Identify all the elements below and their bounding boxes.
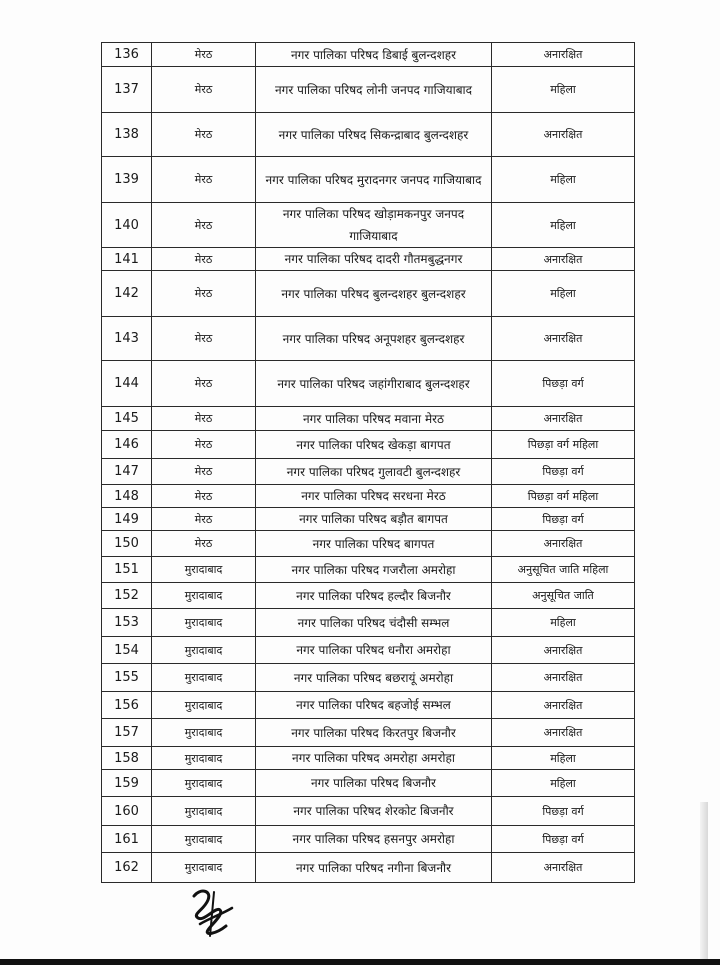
table-row: [102, 67, 635, 113]
reservation-category-cell: अनारक्षित: [492, 692, 635, 719]
body-name-cell: नगर पालिका परिषद हल्दौर बिजनौर: [256, 583, 492, 609]
serial-number-cell: 151: [102, 557, 152, 583]
reservation-category-cell: महिला: [492, 609, 635, 637]
reservation-category-cell: अनुसूचित जाति महिला: [492, 557, 635, 583]
table-row: [102, 459, 635, 485]
body-name-cell: नगर पालिका परिषद गजरौला अमरोहा: [256, 557, 492, 583]
body-name-cell: नगर पालिका परिषद गुलावटी बुलन्दशहर: [256, 459, 492, 485]
table-row: [102, 248, 635, 271]
reservation-category-cell: पिछड़ा वर्ग महिला: [492, 431, 635, 459]
division-cell: मेरठ: [152, 43, 256, 67]
reservation-category-cell: अनुसूचित जाति: [492, 583, 635, 609]
division-cell: मेरठ: [152, 157, 256, 203]
table-row: [102, 271, 635, 317]
reservation-category-cell: महिला: [492, 747, 635, 770]
body-name-cell: नगर पालिका परिषद चंदौसी सम्भल: [256, 609, 492, 637]
table-row: [102, 664, 635, 692]
body-name-cell: नगर पालिका परिषद बागपत: [256, 531, 492, 557]
body-name-cell: नगर पालिका परिषद खेकड़ा बागपत: [256, 431, 492, 459]
serial-number-cell: 146: [102, 431, 152, 459]
body-name-cell: नगर पालिका परिषद नगीना बिजनौर: [256, 853, 492, 883]
body-name-cell: नगर पालिका परिषद शेरकोट बिजनौर: [256, 797, 492, 826]
table-row: [102, 531, 635, 557]
division-cell: मुरादाबाद: [152, 637, 256, 664]
division-cell: मेरठ: [152, 407, 256, 431]
body-name-cell: नगर पालिका परिषद बहजोई सम्भल: [256, 692, 492, 719]
table-row: [102, 431, 635, 459]
reservation-category-cell: अनारक्षित: [492, 719, 635, 747]
division-cell: मेरठ: [152, 485, 256, 508]
serial-number-cell: 138: [102, 113, 152, 157]
scan-border: [0, 959, 720, 965]
table-row: [102, 583, 635, 609]
reservation-category-cell: पिछड़ा वर्ग: [492, 459, 635, 485]
table-row: [102, 797, 635, 826]
body-name-cell: नगर पालिका परिषद हसनपुर अमरोहा: [256, 826, 492, 853]
division-cell: मेरठ: [152, 317, 256, 361]
reservation-category-cell: महिला: [492, 271, 635, 317]
serial-number-cell: 152: [102, 583, 152, 609]
table-row: [102, 485, 635, 508]
serial-number-cell: 136: [102, 43, 152, 67]
division-cell: मुरादाबाद: [152, 583, 256, 609]
serial-number-cell: 143: [102, 317, 152, 361]
division-cell: मुरादाबाद: [152, 797, 256, 826]
reservation-category-cell: महिला: [492, 770, 635, 797]
body-name-cell: नगर पालिका परिषद मुरादनगर जनपद गाजियाबाद: [256, 157, 492, 203]
table-row: [102, 719, 635, 747]
reservation-category-cell: अनारक्षित: [492, 407, 635, 431]
serial-number-cell: 139: [102, 157, 152, 203]
reservation-category-cell: अनारक्षित: [492, 113, 635, 157]
table-row: [102, 747, 635, 770]
body-name-cell: नगर पालिका परिषद बड़ौत बागपत: [256, 508, 492, 531]
body-name-cell: नगर पालिका परिषद मवाना मेरठ: [256, 407, 492, 431]
reservation-category-cell: पिछड़ा वर्ग: [492, 508, 635, 531]
body-name-cell: नगर पालिका परिषद बुलन्दशहर बुलन्दशहर: [256, 271, 492, 317]
serial-number-cell: 142: [102, 271, 152, 317]
serial-number-cell: 157: [102, 719, 152, 747]
reservation-category-cell: अनारक्षित: [492, 531, 635, 557]
serial-number-cell: 162: [102, 853, 152, 883]
table-body: [102, 43, 635, 883]
table-row: [102, 361, 635, 407]
table-row: [102, 203, 635, 248]
table-row: [102, 826, 635, 853]
table-row: [102, 157, 635, 203]
serial-number-cell: 148: [102, 485, 152, 508]
table-row: [102, 637, 635, 664]
division-cell: मेरठ: [152, 361, 256, 407]
reservation-category-cell: अनारक्षित: [492, 637, 635, 664]
serial-number-cell: 154: [102, 637, 152, 664]
reservation-category-cell: अनारक्षित: [492, 853, 635, 883]
division-cell: मेरठ: [152, 67, 256, 113]
body-name-cell: नगर पालिका परिषद खोड़ामकनपुर जनपद गाजियाबाद: [256, 203, 492, 248]
reservation-category-cell: अनारक्षित: [492, 43, 635, 67]
serial-number-cell: 155: [102, 664, 152, 692]
body-name-cell: नगर पालिका परिषद अमरोहा अमरोहा: [256, 747, 492, 770]
serial-number-cell: 141: [102, 248, 152, 271]
division-cell: मुरादाबाद: [152, 664, 256, 692]
serial-number-cell: 140: [102, 203, 152, 248]
body-name-cell: नगर पालिका परिषद धनौरा अमरोहा: [256, 637, 492, 664]
body-name-cell: नगर पालिका परिषद जहांगीराबाद बुलन्दशहर: [256, 361, 492, 407]
division-cell: मुरादाबाद: [152, 609, 256, 637]
serial-number-cell: 137: [102, 67, 152, 113]
division-cell: मुरादाबाद: [152, 770, 256, 797]
serial-number-cell: 144: [102, 361, 152, 407]
reservation-category-cell: महिला: [492, 67, 635, 113]
reservation-category-cell: पिछड़ा वर्ग: [492, 826, 635, 853]
reservation-table: [101, 42, 635, 883]
signature: [186, 884, 238, 944]
body-name-cell: नगर पालिका परिषद बछरायूं अमरोहा: [256, 664, 492, 692]
table-row: [102, 770, 635, 797]
division-cell: मेरठ: [152, 459, 256, 485]
body-name-cell: नगर पालिका परिषद सिकन्द्राबाद बुलन्दशहर: [256, 113, 492, 157]
division-cell: मेरठ: [152, 203, 256, 248]
reservation-category-cell: अनारक्षित: [492, 664, 635, 692]
body-name-cell: नगर पालिका परिषद लोनी जनपद गाजियाबाद: [256, 67, 492, 113]
body-name-cell: नगर पालिका परिषद अनूपशहर बुलन्दशहर: [256, 317, 492, 361]
division-cell: मेरठ: [152, 431, 256, 459]
division-cell: मेरठ: [152, 113, 256, 157]
table-row: [102, 508, 635, 531]
division-cell: मुरादाबाद: [152, 692, 256, 719]
table-row: [102, 407, 635, 431]
division-cell: मुरादाबाद: [152, 747, 256, 770]
reservation-category-cell: महिला: [492, 157, 635, 203]
body-name-cell: नगर पालिका परिषद किरतपुर बिजनौर: [256, 719, 492, 747]
division-cell: मेरठ: [152, 271, 256, 317]
division-cell: मुरादाबाद: [152, 826, 256, 853]
table-row: [102, 113, 635, 157]
table-row: [102, 317, 635, 361]
body-name-cell: नगर पालिका परिषद दादरी गौतमबुद्धनगर: [256, 248, 492, 271]
table-row: [102, 853, 635, 883]
division-cell: मुरादाबाद: [152, 853, 256, 883]
body-name-cell: नगर पालिका परिषद सरधना मेरठ: [256, 485, 492, 508]
table-row: [102, 692, 635, 719]
division-cell: मुरादाबाद: [152, 557, 256, 583]
table-row: [102, 609, 635, 637]
reservation-category-cell: पिछड़ा वर्ग: [492, 797, 635, 826]
body-name-cell: नगर पालिका परिषद बिजनौर: [256, 770, 492, 797]
body-name-cell: नगर पालिका परिषद डिबाई बुलन्दशहर: [256, 43, 492, 67]
reservation-category-cell: पिछड़ा वर्ग महिला: [492, 485, 635, 508]
serial-number-cell: 149: [102, 508, 152, 531]
reservation-category-cell: पिछड़ा वर्ग: [492, 361, 635, 407]
serial-number-cell: 145: [102, 407, 152, 431]
reservation-category-cell: अनारक्षित: [492, 317, 635, 361]
serial-number-cell: 159: [102, 770, 152, 797]
serial-number-cell: 150: [102, 531, 152, 557]
serial-number-cell: 161: [102, 826, 152, 853]
reservation-category-cell: महिला: [492, 203, 635, 248]
serial-number-cell: 160: [102, 797, 152, 826]
reservation-category-cell: अनारक्षित: [492, 248, 635, 271]
serial-number-cell: 147: [102, 459, 152, 485]
serial-number-cell: 156: [102, 692, 152, 719]
table-row: [102, 557, 635, 583]
page-edge-shadow: [700, 802, 708, 962]
division-cell: मेरठ: [152, 531, 256, 557]
division-cell: मेरठ: [152, 508, 256, 531]
division-cell: मेरठ: [152, 248, 256, 271]
division-cell: मुरादाबाद: [152, 719, 256, 747]
table-row: [102, 43, 635, 67]
serial-number-cell: 158: [102, 747, 152, 770]
serial-number-cell: 153: [102, 609, 152, 637]
